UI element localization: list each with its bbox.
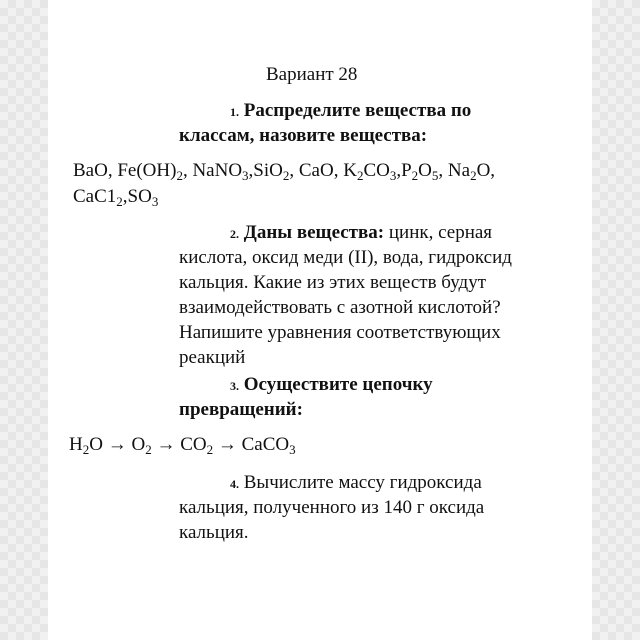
- task-3-number: 3.: [230, 379, 239, 393]
- task-2-line-2: кислота, оксид меди (II), вода, гидроксид: [179, 247, 512, 268]
- variant-title: Вариант 28: [266, 64, 358, 85]
- subscript: 2: [82, 442, 90, 457]
- task-1-heading-line-2: классам, назовите вещества:: [179, 125, 428, 146]
- task-3-heading-line-1: [230, 373, 433, 398]
- task-2-number: 2.: [230, 227, 239, 241]
- task-1-number: 1.: [230, 105, 239, 119]
- subscript: 3: [289, 442, 296, 457]
- task-2-line-5: Напишите уравнения соответствующих: [179, 322, 501, 343]
- task-4-text-1: Вычислите массу гидроксида: [243, 472, 482, 493]
- task-4-line-3: кальция.: [179, 522, 249, 543]
- subscript: 3: [389, 168, 397, 183]
- subscript: 3: [151, 194, 159, 209]
- task-2-line-1: [230, 221, 492, 246]
- subscript: 2: [116, 194, 123, 209]
- subscript: 5: [431, 168, 439, 183]
- subscript: 2: [206, 442, 214, 457]
- subscript: 3: [242, 168, 249, 183]
- task-4-number: 4.: [230, 477, 239, 491]
- task-1-heading-line-1: [230, 99, 471, 124]
- task-2-line-4: взаимодействовать с азотной кислотой?: [179, 297, 501, 318]
- worksheet-page: [48, 0, 592, 640]
- task-2-line-3: кальция. Какие из этих веществ будут: [179, 272, 487, 293]
- task-2-line-6: реакций: [179, 347, 246, 368]
- subscript: 2: [176, 168, 183, 183]
- task-3-text-1: Осуществите цепочку: [243, 374, 433, 395]
- task-2-lead: Даны вещества:: [243, 222, 385, 243]
- task-4-line-1: [230, 471, 482, 496]
- subscript: 2: [145, 442, 152, 457]
- task-4-line-2: кальция, полученного из 140 г оксида: [179, 497, 485, 518]
- task-3-chain: $H_2O \to O_2 \to CO_2$ → CaCO$_3$: [69, 434, 296, 457]
- task-1-substances-line-2: $CaC1_2,SO_3$: [73, 186, 159, 209]
- task-3-heading-line-2: превращений:: [179, 399, 303, 420]
- task-2-text-1: цинк, серная: [384, 222, 493, 243]
- task-1-substances-line-1: BaO, $Fe(OH)_2$, NaNO$_3$,SiO$_2$, CaO, $K_2CO_3,P_2O_5$, $Na_2O$,: [73, 160, 496, 183]
- subscript: 2: [411, 168, 419, 183]
- subscript: 2: [356, 168, 364, 183]
- subscript: 2: [282, 168, 290, 183]
- subscript: 2: [470, 168, 477, 183]
- task-1-text-1: Распределите вещества по: [243, 100, 472, 121]
